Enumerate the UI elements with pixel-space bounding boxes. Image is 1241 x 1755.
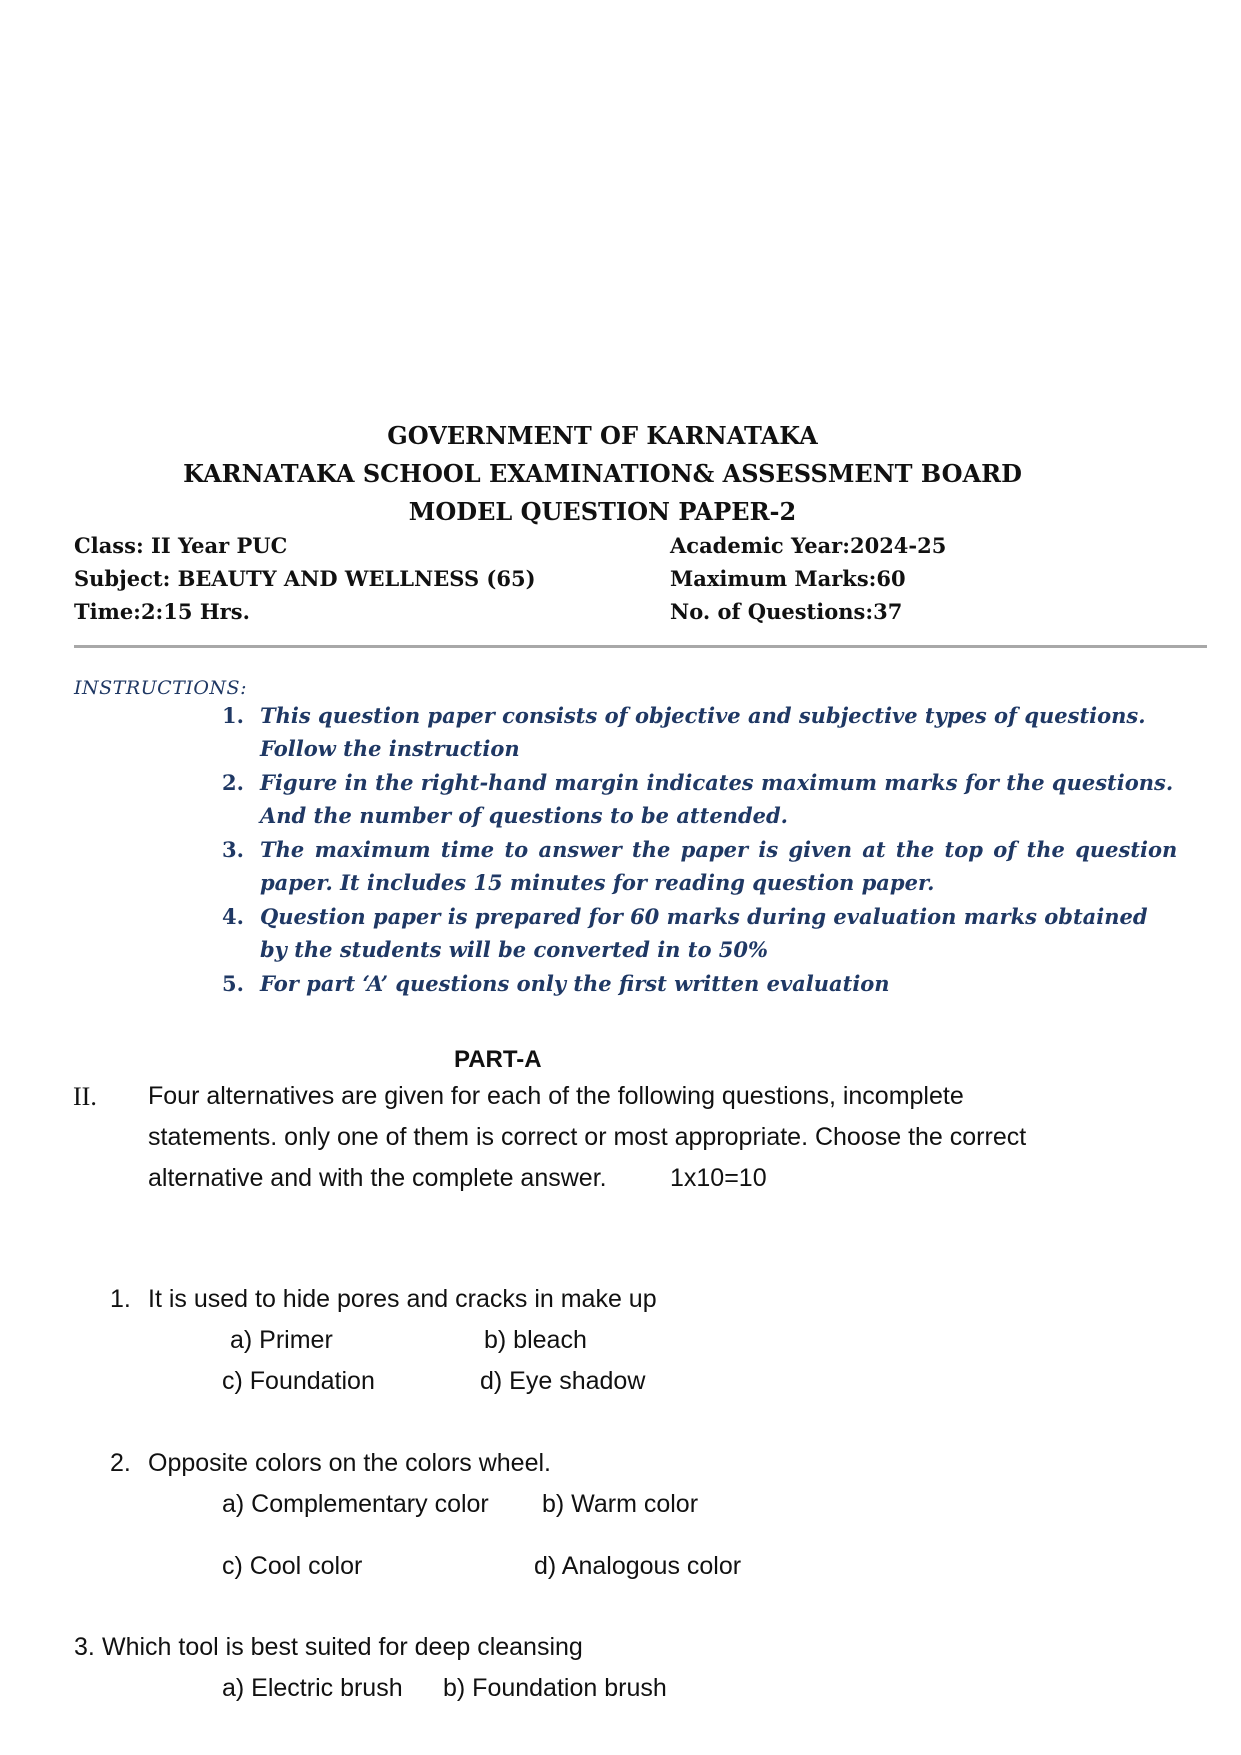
option-c: c) Cool color [222, 1552, 363, 1580]
option-c: c) Foundation [222, 1367, 375, 1395]
option-d: d) Eye shadow [480, 1367, 646, 1395]
option-d: d) Analogous color [534, 1552, 742, 1580]
header-divider [74, 645, 1207, 648]
option-a: a) Complementary color [222, 1490, 489, 1518]
instruction-text: For part ‘A’ questions only the first written evaluation [260, 971, 890, 996]
option-b: b) Foundation brush [443, 1674, 667, 1702]
meta-class: Class: II Year PUC [74, 533, 288, 558]
meta-max-marks: Maximum Marks:60 [670, 566, 906, 591]
option-b: b) Warm color [542, 1490, 699, 1518]
instruction-text: And the number of questions to be attended. [260, 803, 788, 828]
instruction-number: 3. [222, 837, 244, 862]
instruction-text: paper. It includes 15 minutes for reading question paper. [260, 870, 935, 895]
meta-subject: Subject: BEAUTY AND WELLNESS (65) [74, 566, 536, 591]
option-a: a) Primer [230, 1326, 333, 1354]
section-number: II. [73, 1082, 97, 1111]
instruction-text: Figure in the right-hand margin indicates maximum marks for the questions. [260, 770, 1174, 795]
part-a-directions: statements. only one of them is correct or most appropriate. Choose the correct [148, 1123, 1027, 1151]
instruction-number: 4. [222, 904, 244, 929]
instruction-number: 2. [222, 770, 244, 795]
meta-academic-year: Academic Year:2024-25 [670, 533, 947, 558]
question-text: Which tool is best suited for deep cleansing [102, 1633, 583, 1661]
instruction-text: The maximum time to answer the paper is given at the top of the question [260, 837, 1178, 862]
instruction-text: Question paper is prepared for 60 marks during evaluation marks obtained [260, 904, 1148, 929]
meta-num-questions: No. of Questions:37 [670, 599, 903, 624]
option-a: a) Electric brush [222, 1674, 403, 1702]
header-paper-title: MODEL QUESTION PAPER-2 [408, 497, 797, 526]
part-a-directions: Four alternatives are given for each of the following questions, incomplete [148, 1082, 964, 1110]
part-a-directions: alternative and with the complete answer. [148, 1164, 607, 1192]
instruction-number: 1. [222, 703, 244, 728]
question-number: 2. [110, 1449, 131, 1477]
instruction-text: by the students will be converted in to 50% [260, 937, 768, 962]
header-government: GOVERNMENT OF KARNATAKA [387, 421, 818, 450]
instructions-heading: INSTRUCTIONS: [74, 677, 247, 699]
question-number: 1. [110, 1285, 131, 1313]
instruction-text: Follow the instruction [260, 736, 520, 761]
question-text: It is used to hide pores and cracks in make up [148, 1285, 657, 1313]
meta-time: Time:2:15 Hrs. [74, 599, 250, 624]
part-a-marks: 1x10=10 [670, 1164, 767, 1192]
header-board: KARNATAKA SCHOOL EXAMINATION& ASSESSMENT BOARD [183, 459, 1022, 488]
part-a-heading: PART-A [454, 1046, 542, 1073]
instruction-number: 5. [222, 971, 244, 996]
option-b: b) bleach [484, 1326, 587, 1354]
instruction-text: This question paper consists of objective and subjective types of questions. [260, 703, 1146, 728]
question-text: Opposite colors on the colors wheel. [148, 1449, 551, 1477]
question-number: 3. [74, 1633, 95, 1661]
